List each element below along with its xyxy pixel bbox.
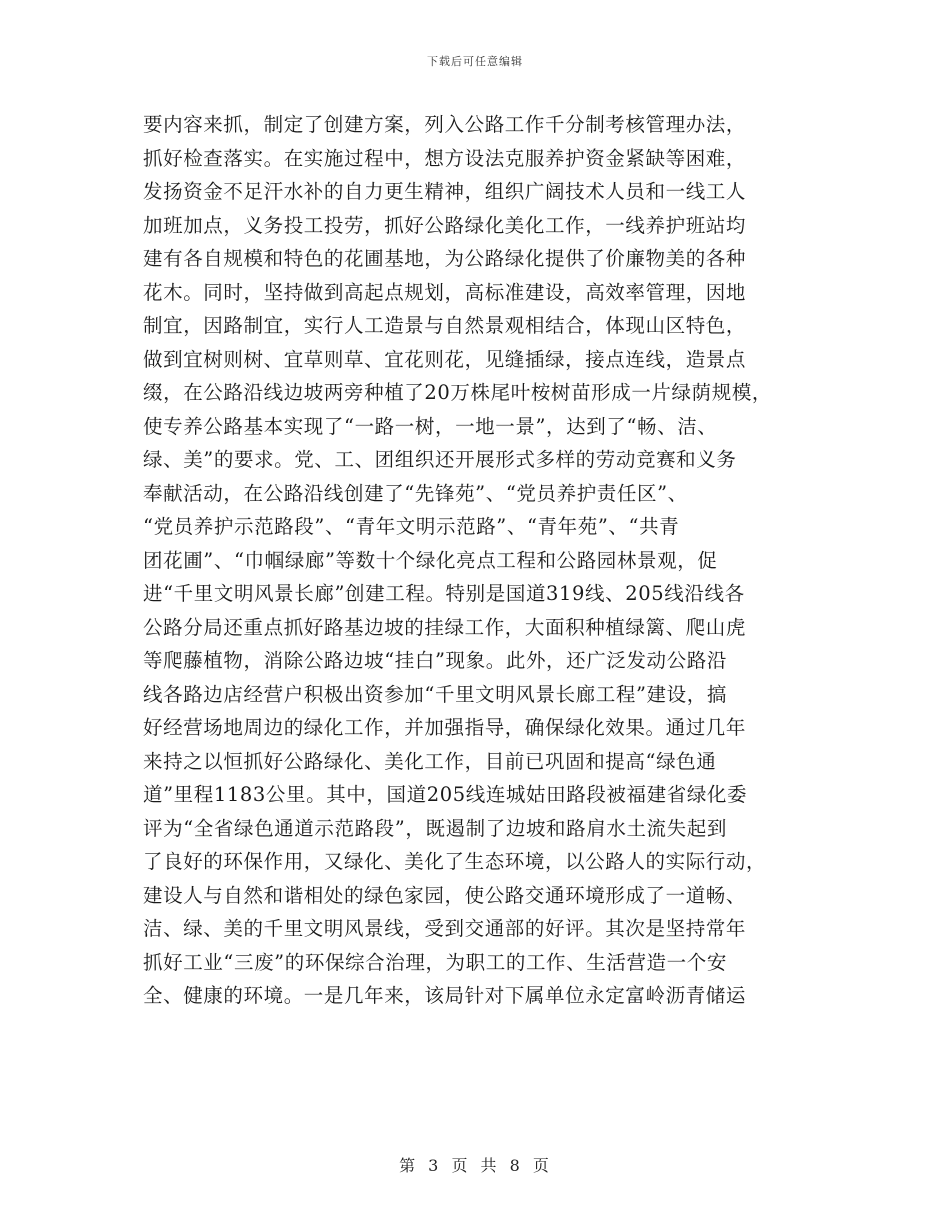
body-line: 进“千里文明风景长廊”创建工程。特别是国道319线、205线沿线各	[143, 582, 745, 605]
body-line: 建有各自规模和特色的花圃基地，为公路绿化提供了价廉物美的各种	[143, 247, 747, 270]
body-line: 抓好工业“三废”的环保综合治理，为职工的工作、生活营造一个安	[143, 950, 727, 974]
body-line: 制宜，因路制宜，实行人工造景与自然景观相结合，体现山区特色，	[143, 314, 747, 337]
body-line: 公路分局还重点抓好路基边坡的挂绿工作，大面积种植绿篱、爬山虎	[143, 615, 747, 639]
body-line: 全、健康的环境。一是几年来，该局针对下属单位永定富岭沥青储运	[143, 984, 747, 1007]
body-line: 绿、美”的要求。党、工、团组织还开展形式多样的劳动竞赛和义务	[143, 448, 737, 471]
page-header: 下载后可任意编辑	[427, 55, 523, 68]
body-line: 加班加点，义务投工投劳，抓好公路绿化美化工作，一线养护班站均	[143, 213, 747, 237]
body-line: 抓好检查落实。在实施过程中，想方设法克服养护资金紧缺等困难，	[143, 146, 747, 170]
body-line: 了良好的环保作用，又绿化、美化了生态环境，以公路人的实际行动，	[143, 850, 767, 873]
body-line: “党员养护示范路段”、“青年文明示范路”、“青年苑”、“共青	[143, 515, 680, 538]
body-line: 做到宜树则树、宜草则草、宜花则花，见缝插绿，接点连线，造景点	[143, 347, 747, 371]
body-line: 建设人与自然和谐相处的绿色家园，使公路交通环境形成了一道畅、	[143, 883, 747, 907]
body-line: 等爬藤植物，消除公路边坡“挂白”现象。此外，还广泛发动公路沿	[143, 649, 727, 672]
page-footer: 第 3 页 共 8 页	[399, 1156, 551, 1175]
body-line: 花木。同时，坚持做到高起点规划，高标准建设，高效率管理，因地	[143, 280, 747, 304]
body-line: 洁、绿、美的千里文明风景线，受到交通部的好评。其次是坚持常年	[143, 917, 747, 940]
body-line: 线各路边店经营户积极出资参加“千里文明风景长廊工程”建设，搞	[143, 682, 727, 706]
body-line: 团花圃”、“巾帼绿廊”等数十个绿化亮点工程和公路园林景观，促	[143, 548, 718, 572]
body-line: 使专养公路基本实现了“一路一树，一地一景”，达到了“畅、洁、	[143, 414, 718, 438]
body-line: 要内容来抓，制定了创建方案，列入公路工作千分制考核管理办法，	[143, 113, 747, 136]
body-line: 缀，在公路沿线边坡两旁种植了20万株尾叶桉树苗形成一片绿荫规模，	[143, 381, 773, 404]
body-line: 发扬资金不足汗水补的自力更生精神，组织广阔技术人员和一线工人	[143, 180, 747, 203]
body-line: 来持之以恒抓好公路绿化、美化工作，目前已巩固和提高“绿色通	[143, 749, 717, 773]
body-line: 奉献活动，在公路沿线创建了“先锋苑”、“党员养护责任区”、	[143, 481, 688, 505]
body-line: 评为“全省绿色通道示范路段”，既遏制了边坡和路肩水土流失起到	[143, 816, 727, 840]
body-line: 好经营场地周边的绿化工作，并加强指导，确保绿化效果。通过几年	[143, 716, 747, 739]
body-line: 道”里程1183公里。其中，国道205线连城姑田路段被福建省绿化委	[143, 783, 748, 806]
document-body	[143, 108, 823, 1013]
